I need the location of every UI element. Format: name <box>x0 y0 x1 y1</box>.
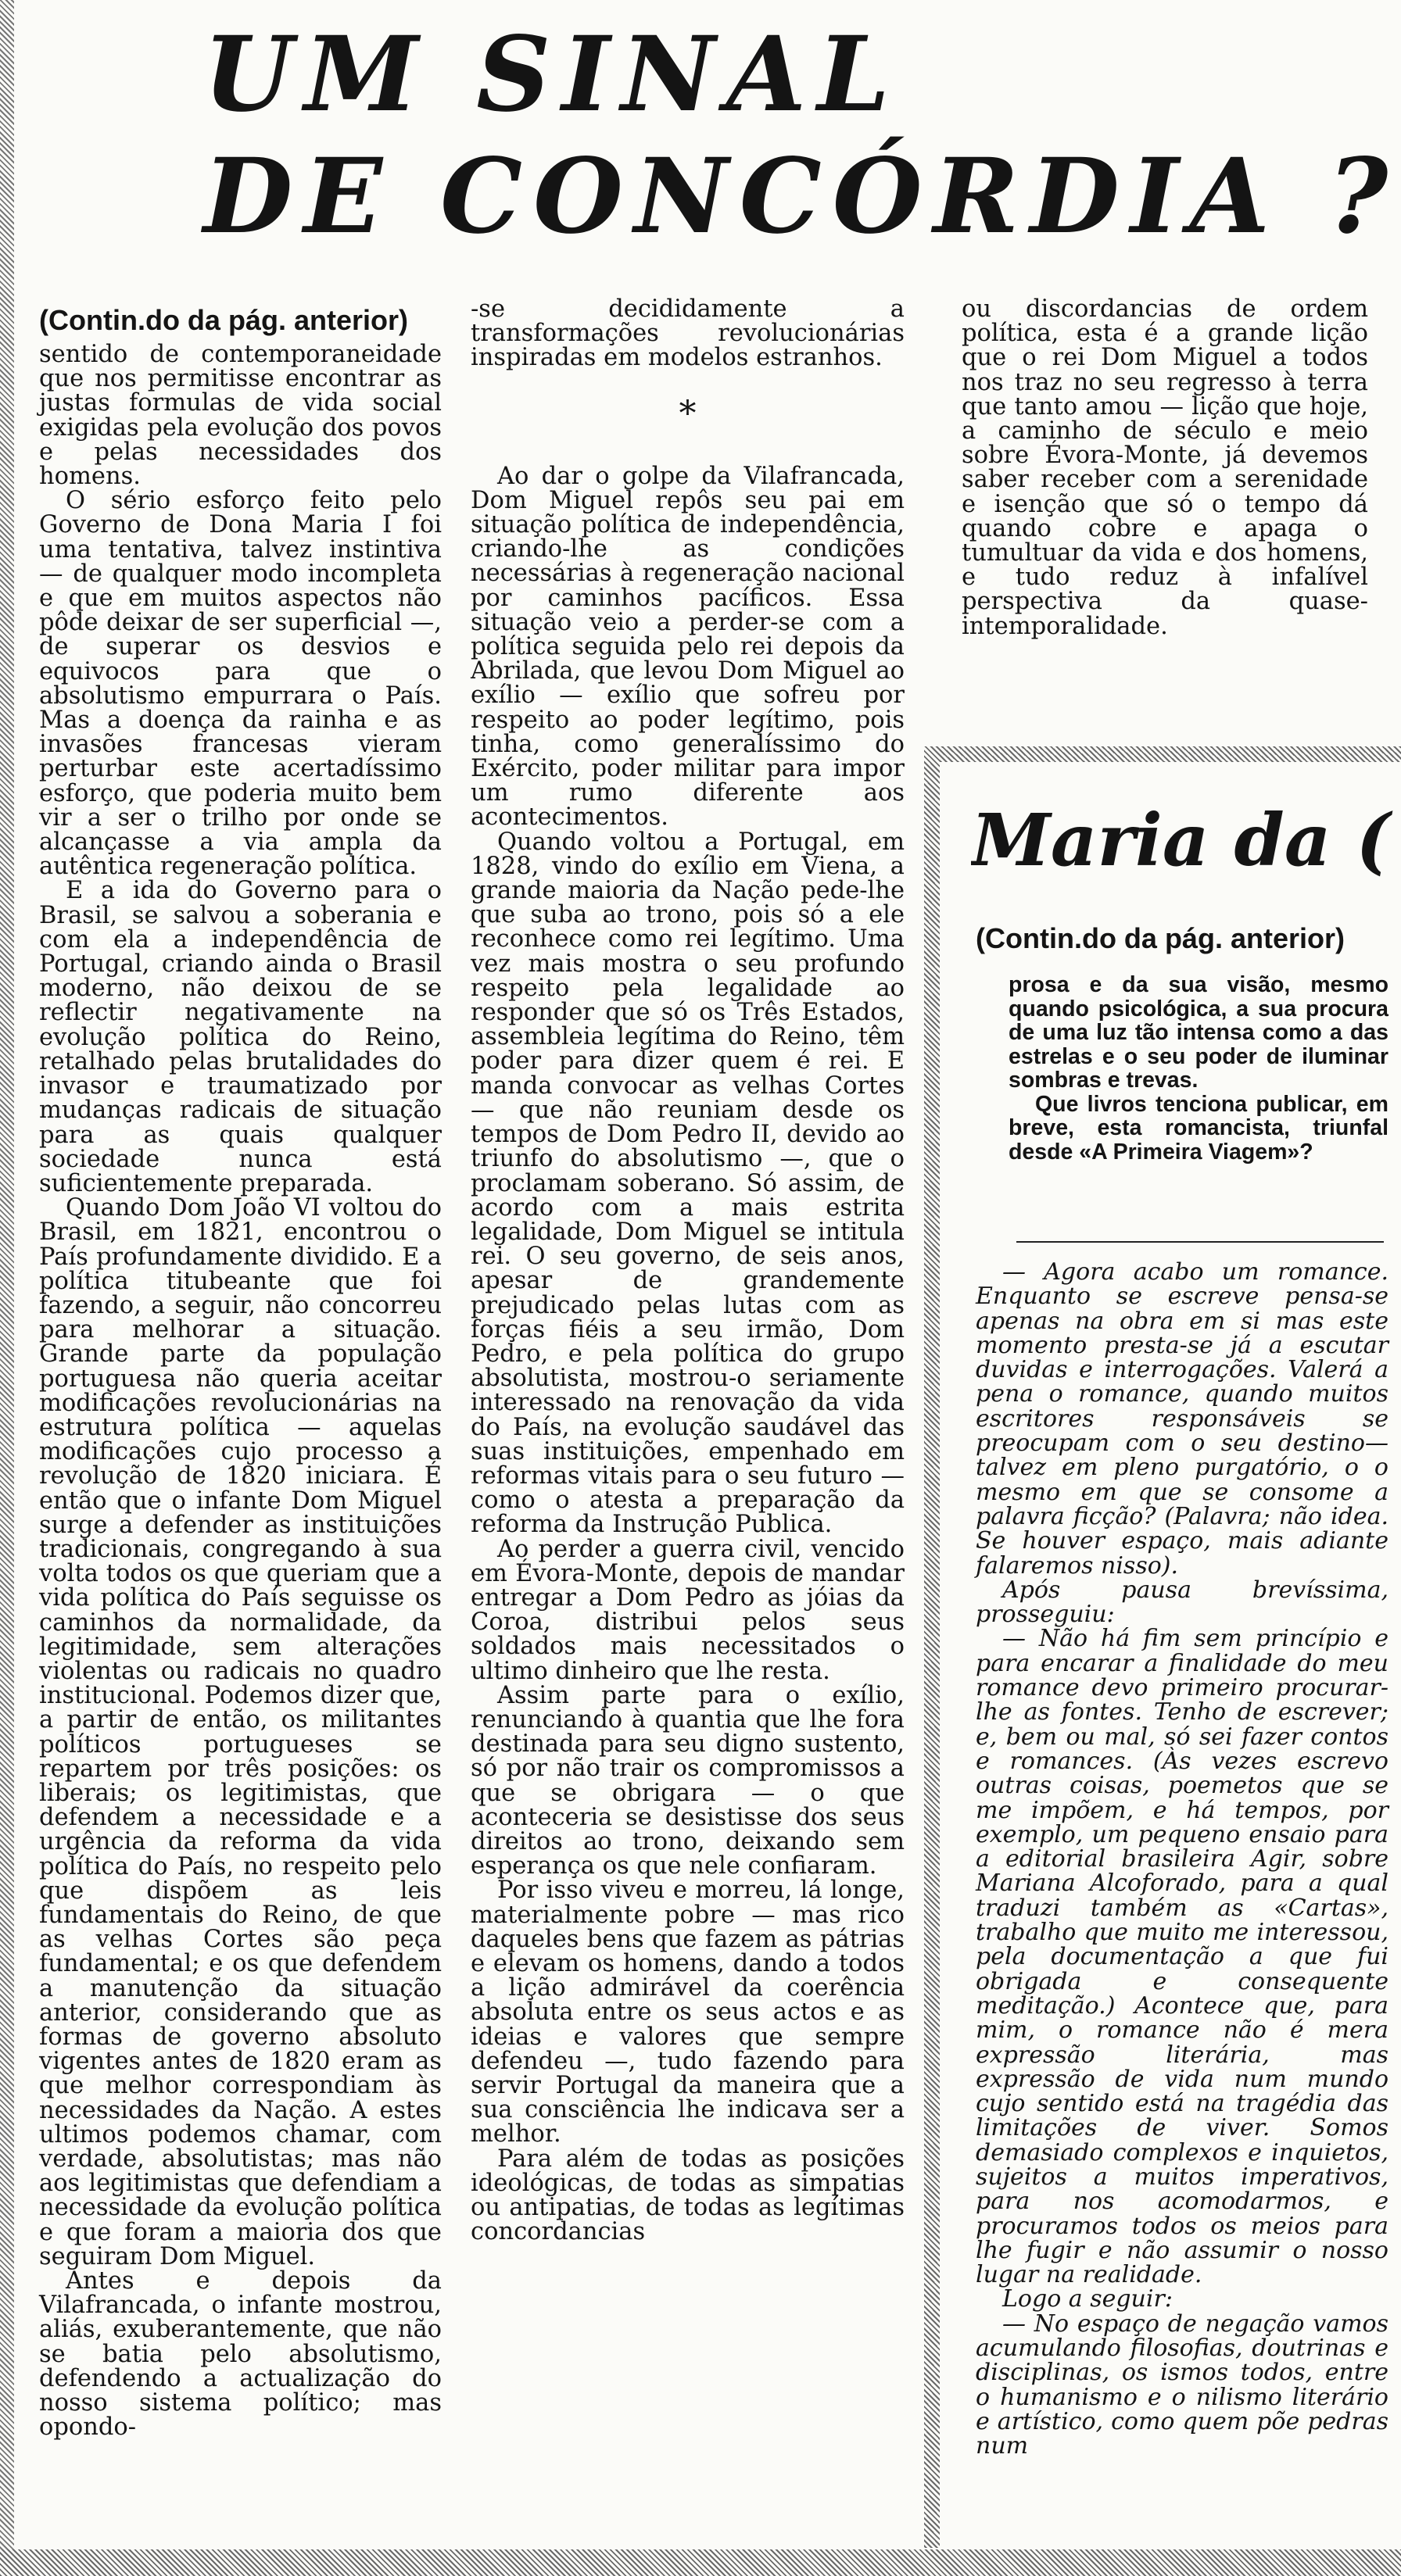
sidebar-lead <box>1009 973 1388 1164</box>
paragraph: Por isso viveu e morreu, lá longe, materialmente pobre — mas rico daqueles bens que fazem as pátrias e elevam os homens, dando a todos a lição admirável da coerência absoluta entre os seus actos e as ideias e valores que sempre defendeu —, tudo fazendo para servir Portugal da maneira que a sua consciência lhe indicava ser a melhor. <box>471 1877 905 2148</box>
paragraph: Logo a seguir: <box>1002 2285 1173 2313</box>
sidebar-title: Maria da ( <box>971 798 1391 882</box>
paragraph: ou discordancias de ordem política, esta é a grande lição que o rei Dom Miguel a todos nos traz no seu regresso à terra que tanto amou — lição que hoje, a caminho de século e meio sobre Évora-Monte, já devemos saber receber com a serenidade e isenção que só o tempo dá quando cobre e apaga o tumultuar da vida e dos homens, e tudo reduz à infalível perspectiva da quase-intemporalidade. <box>962 295 1368 640</box>
paragraph: Ao dar o golpe da Vilafrancada, Dom Miguel repôs seu pai em situação política de independência, criando-lhe as condições necessárias à regeneração nacional por caminhos pacíficos. Essa situação veio a perder-se com a política seguida pelo rei depois da Abrilada, que levou Dom Miguel ao exílio — exílio que sofreu por respeito ao poder legítimo, pois tinha, como generalíssimo do Exército, poder militar para impor um rumo diferente aos acontecimentos. <box>471 462 905 832</box>
paragraph: Ao perder a guerra civil, vencido em Évora-Monte, depois de mandar entregar a Dom Pedro as jóias da Coroa, distribui pelos seus soldados mais necessitados o ultimo dinheiro que lhe resta. <box>471 1535 905 1685</box>
article-column-3 <box>962 297 1368 639</box>
headline-line-2: DE CONCÓRDIA ? <box>203 136 1399 257</box>
paragraph: — Agora acabo um romance. Enquanto se escreve pensa-se apenas na obra em si mas este momento presta-se já a escutar duvidas e interrogações. Valerá a pena o romance, quando muitos escritores responsáveis se preocupam com o seu destino— talvez em pleno purgatório, o o mesmo em que se consome a palavra ficção? (Palavra; não idea. Se houver espaço, mais adiante falaremos nisso). <box>976 1258 1388 1580</box>
headline <box>203 14 1399 258</box>
paragraph: O sério esforço feito pelo Governo de Dona Maria I foi uma tentativa, talvez instintiva — de qualquer modo incompleta e que em muitos aspectos não pôde deixar de ser superficial —, de superar os desvios e equivocos para que o absolutismo empurrara o País. Mas a doença da rainha e as invasões francesas vieram perturbar este acertadíssimo esforço, que poderia muito bem vir a ser o trilho por onde se alcançasse a via ampla da autêntica regeneração política. <box>39 487 442 881</box>
sidebar-continuation-label: (Contin.do da pág. anterior) <box>976 922 1345 954</box>
paragraph: -se decididamente a transformações revolucionárias inspiradas em modelos estranhos. <box>471 295 905 372</box>
paragraph: E a ida do Governo para o Brasil, se salvou a soberania e com ela a independência de Portugal, criando ainda o Brasil moderno, não deixou de se reflectir negativamente na evolução política do Reino, retalhado pelas brutalidades do invasor e traumatizado por mudanças radicais de situação para as quais qualquer sociedade nunca está suficientemente preparada. <box>39 877 442 1197</box>
lead-paragraph: prosa e da sua visão, mesmo quando psicológica, a sua procura de uma luz tão intensa como a das estrelas e o seu poder de iluminar sombras e trevas. <box>1009 972 1388 1093</box>
paragraph: Após pausa brevíssima, prosseguiu: <box>976 1576 1388 1629</box>
headline-line-1: UM SINAL <box>203 14 901 135</box>
paragraph: — Não há fim sem princípio e para encarar a finalidade do meu romance devo primeiro procurar-lhe as fontes. Tenho de escrever; e, bem ou mal, só sei fazer contos e romances. (Às vezes escrevo outras coisas, poemetos que se me impõem, e há tempos, por exemplo, um pequeno ensaio para a editorial brasileira Agir, sobre Mariana Alcoforado, para a qual traduzi também as «Cartas», trabalho que muito me interessou, pela documentação a que fui obrigada e consequente meditação.) Acontece que, para mim, o romance não é mera expressão literária, mas expressão de vida num mundo cujo sentido está na tragédia das limitações de viver. Somos demasiado complexos e inquietos, sujeitos a muitos imperativos, para nos acomodarmos, e procuramos todos os meios para lhe fugir e não assumir o nosso lugar na realidade. <box>976 1625 1388 2289</box>
paragraph: sentido de contemporaneidade que nos permitisse encontrar as justas formulas de vida social exigidas pela evolução dos povos e pelas necessidades dos homens. <box>39 341 442 491</box>
paragraph: Para além de todas as posições ideológicas, de todas as simpatias ou antipatias, de todas as legítimas concordancias <box>471 2145 905 2246</box>
bottom-border-hatch <box>0 2549 1401 2576</box>
paragraph: Assim parte para o exílio, renunciando à quantia que lhe fora destinada para seu digno sustento, só por não trair os compromissos a que se obrigara — o que aconteceria se desistisse dos seus direitos ao trono, deixando sem esperança os que nele confiaram. <box>471 1681 905 1880</box>
lead-question: Que livros tenciona publicar, em breve, esta romancista, triunfal desde «A Primeira Viagem»? <box>1009 1091 1388 1165</box>
sidebar-interview <box>976 1260 1388 2459</box>
divider <box>1016 1241 1384 1243</box>
paragraph: Quando Dom João VI voltou do Brasil, em 1821, encontrou o País profundamente dividido. E a política titubeante que foi fazendo, a seguir, não concorreu para melhorar a situação. Grande parte da população portuguesa não queria aceitar modificações revolucionárias na estrutura política — aquelas modificações cujo processo a revolução de 1820 iniciara. É então que o infante Dom Miguel surge a defender as instituições tradicionais, congregando à sua volta todos os que queriam que a vida política do País seguisse os caminhos da normalidade, da legitimidade, sem alterações violentas ou radicais no quadro institucional. Podemos dizer que, a partir de então, os militantes políticos portugueses se repartem por três posições: os liberais; os legitimistas, que defendem a necessidade e a urgência da reforma da vida política do País, no respeito pelo que dispõem as leis fundamentais do Reino, de que as velhas Cortes são peça fundamental; e os que defendem a manutenção da situação anterior, considerando que as formas de governo absoluto vigentes antes de 1820 eram as que melhor correspondiam às necessidades da Nação. A estes ultimos podemos chamar, com verdade, absolutistas; mas não aos legitimistas que defendiam a necessidade da evolução política e que foram a maioria dos que seguiram Dom Miguel. <box>39 1194 442 2270</box>
paragraph: — No espaço de negação vamos acumulando filosofias, doutrinas e disciplinas, os ismos todos, entre o humanismo e o nilismo literário e artístico, como quem põe pedras num <box>976 2309 1388 2460</box>
section-separator: * <box>679 393 697 434</box>
paragraph: Quando voltou a Portugal, em 1828, vindo do exílio em Viena, a grande maioria da Nação pede-lhe que suba ao trono, pois só a ele reconhece como rei legítimo. Uma vez mais mostra o seu profundo respeito pela legalidade ao responder que só os Três Estados, assembleia legítima do Reino, têm poder para dizer quem é rei. E manda convocar as velhas Cortes — que não reuniam desde os tempos de Dom Pedro II, devido ao triunfo do absolutismo —, que o proclamam soberano. Só assim, de acordo com a mais estrita legalidade, Dom Miguel se intitula rei. O seu governo, de seis anos, apesar de grandemente prejudicado pelas lutas com as forças fiéis a seu irmão, Dom Pedro, e pela política do grupo absolutista, mostrou-o seriamente interessado na renovação da vida do País, na evolução saudável das suas instituições, empenhado em reformas vitais para o seu futuro — como o atesta a preparação da reforma da Instrução Publica. <box>471 828 905 1539</box>
left-border-hatch <box>0 0 14 2576</box>
continuation-label: (Contin.do da pág. anterior) <box>39 304 408 336</box>
article-column-2 <box>471 297 905 2244</box>
article-column-1 <box>39 303 442 2442</box>
paragraph: Antes e depois da Vilafrancada, o infante mostrou, aliás, exuberantemente, que não se batia pelo absolutismo, defendendo a actualização do nosso sistema político; mas opondo- <box>39 2267 442 2442</box>
